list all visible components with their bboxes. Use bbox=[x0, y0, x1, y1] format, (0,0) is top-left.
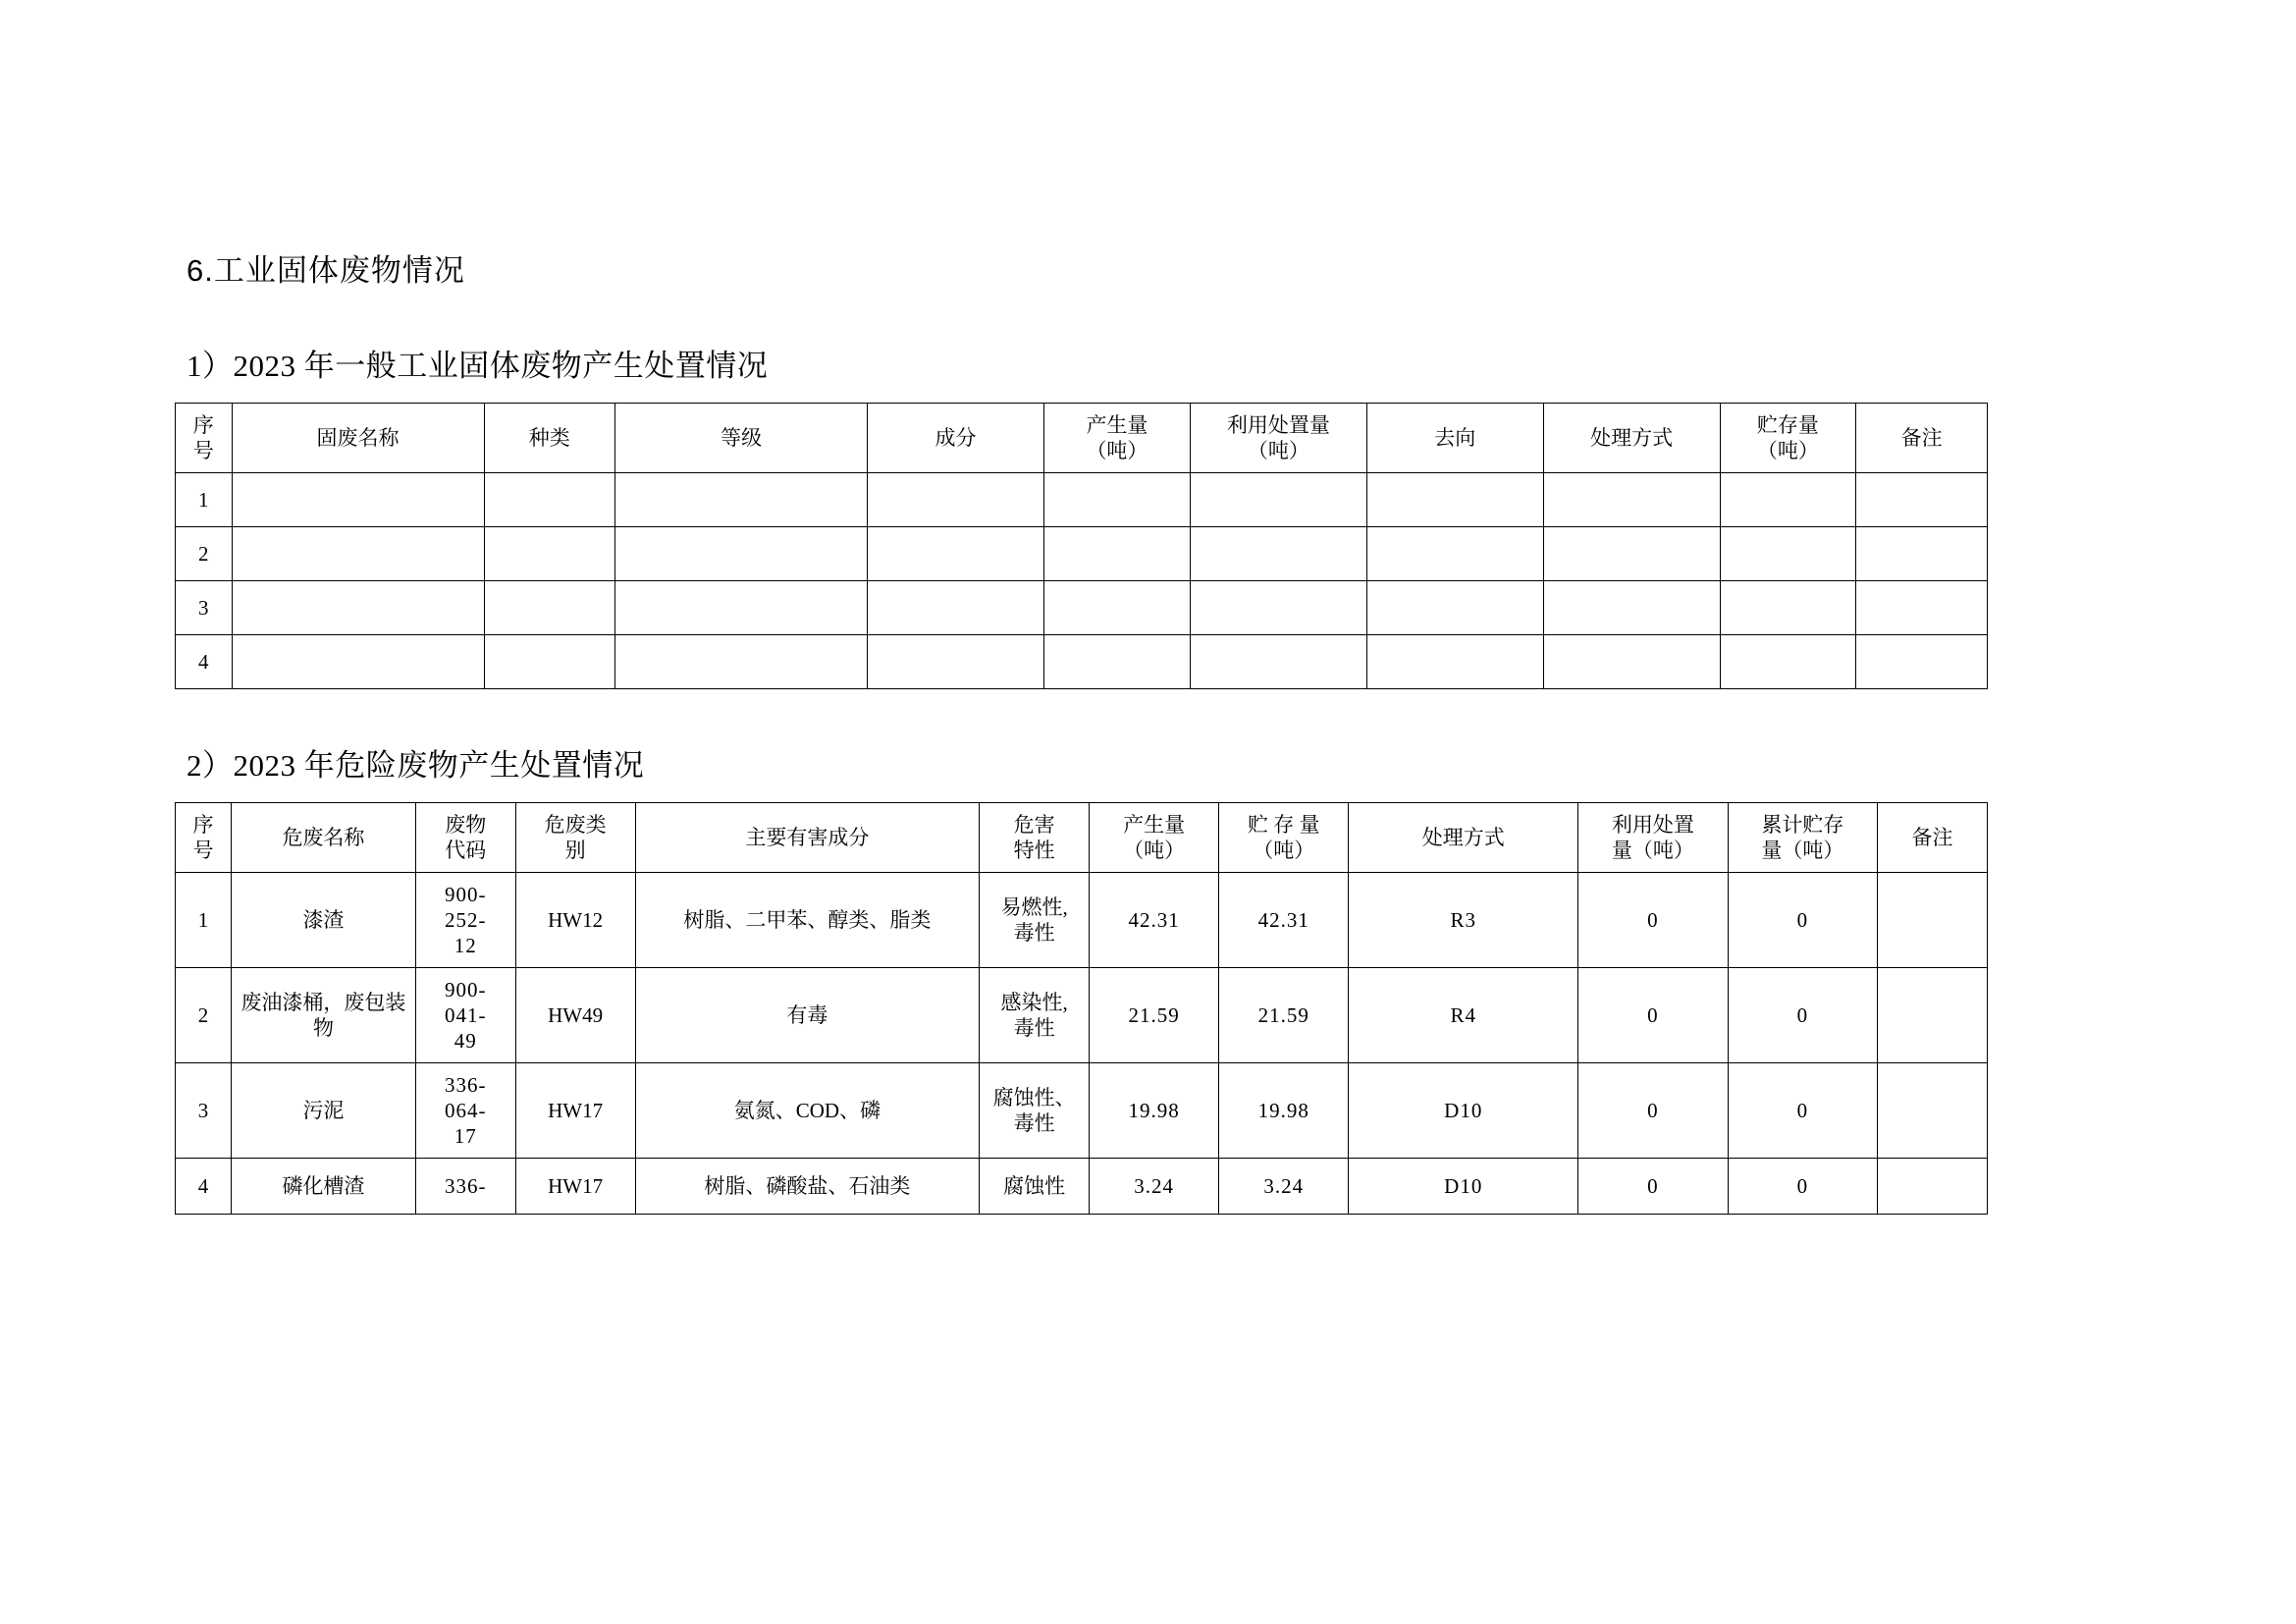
cell-generated: 3.24 bbox=[1090, 1159, 1219, 1215]
column-header-stored bbox=[1219, 803, 1349, 873]
table-row bbox=[176, 473, 1988, 527]
table-header-row bbox=[176, 404, 1988, 473]
column-header-stored bbox=[1720, 404, 1856, 473]
cell-remark bbox=[1878, 968, 1988, 1063]
cell-destination bbox=[1366, 581, 1543, 635]
hazard-line: 腐蚀性 bbox=[1003, 1173, 1066, 1198]
cell-destination bbox=[1366, 527, 1543, 581]
header-line: 利用处置量 bbox=[1226, 412, 1330, 437]
header-line: 成分 bbox=[934, 425, 977, 450]
cell-generated: 19.98 bbox=[1090, 1063, 1219, 1159]
cell-accumulated: 0 bbox=[1728, 968, 1877, 1063]
header-line: 等级 bbox=[721, 425, 763, 450]
cell-hazard-property bbox=[980, 1159, 1090, 1215]
hazard-line: 腐蚀性、 bbox=[992, 1085, 1076, 1110]
cell-kind bbox=[484, 473, 615, 527]
header-line: 备注 bbox=[1900, 425, 1943, 450]
hazard-line: 毒性 bbox=[1013, 921, 1055, 945]
header-line: （吨） bbox=[1253, 839, 1315, 862]
cell-kind bbox=[484, 527, 615, 581]
cell-no: 2 bbox=[176, 968, 232, 1063]
column-header-composition bbox=[868, 404, 1044, 473]
header-line: 号 bbox=[192, 839, 214, 862]
table1-caption: 1）2023 年一般工业固体废物产生处置情况 bbox=[187, 349, 769, 383]
cell-name bbox=[232, 635, 484, 689]
cell-method: D10 bbox=[1349, 1063, 1578, 1159]
code-line: 336- bbox=[445, 1072, 487, 1097]
cell-accumulated: 0 bbox=[1728, 1063, 1877, 1159]
cell-stored bbox=[1720, 581, 1856, 635]
column-header-remark bbox=[1878, 803, 1988, 873]
hazard-line: 毒性 bbox=[1013, 1016, 1055, 1040]
cell-utilized bbox=[1190, 473, 1366, 527]
header-line: 量（吨） bbox=[1611, 839, 1694, 862]
header-line: 危害 bbox=[1013, 812, 1055, 837]
cell-utilized bbox=[1190, 635, 1366, 689]
cell-grade bbox=[615, 527, 868, 581]
header-line: 号 bbox=[192, 439, 214, 462]
table-row bbox=[176, 527, 1988, 581]
cell-stored: 19.98 bbox=[1219, 1063, 1349, 1159]
cell-waste-name: 磷化槽渣 bbox=[231, 1159, 415, 1215]
cell-no: 2 bbox=[176, 527, 233, 581]
header-line: 废物 bbox=[445, 812, 487, 837]
cell-generated bbox=[1043, 473, 1190, 527]
cell-waste-category: HW12 bbox=[515, 873, 635, 968]
cell-waste-code bbox=[415, 873, 515, 968]
cell-harmful-components: 氨氮、COD、磷 bbox=[635, 1063, 980, 1159]
header-line: （吨） bbox=[1247, 439, 1309, 462]
cell-no: 1 bbox=[176, 873, 232, 968]
cell-waste-category: HW49 bbox=[515, 968, 635, 1063]
cell-grade bbox=[615, 581, 868, 635]
cell-waste-name: 废油漆桶，废包装物 bbox=[231, 968, 415, 1063]
header-line: 序 bbox=[192, 812, 214, 837]
column-header-name bbox=[232, 404, 484, 473]
header-line: 固废名称 bbox=[316, 425, 400, 450]
cell-no: 3 bbox=[176, 581, 233, 635]
cell-no: 4 bbox=[176, 635, 233, 689]
cell-harmful-components: 有毒 bbox=[635, 968, 980, 1063]
header-line: 产生量 bbox=[1086, 412, 1148, 437]
table-row bbox=[176, 1159, 1988, 1215]
cell-utilized: 0 bbox=[1578, 968, 1728, 1063]
cell-waste-code bbox=[415, 968, 515, 1063]
column-header-harmful-components bbox=[635, 803, 980, 873]
code-line: 900- bbox=[445, 977, 487, 1001]
code-line: 064- bbox=[445, 1098, 487, 1122]
header-line: 贮存量 bbox=[1756, 412, 1819, 437]
cell-stored bbox=[1720, 635, 1856, 689]
code-line: 900- bbox=[445, 882, 487, 906]
cell-remark bbox=[1856, 473, 1988, 527]
cell-utilized: 0 bbox=[1578, 1063, 1728, 1159]
table-row bbox=[176, 635, 1988, 689]
header-line: 种类 bbox=[528, 425, 570, 450]
header-line: 处理方式 bbox=[1421, 825, 1505, 849]
column-header-no bbox=[176, 803, 232, 873]
code-line: 041- bbox=[445, 1002, 487, 1027]
header-line: 备注 bbox=[1911, 825, 1953, 849]
hazard-line: 感染性, bbox=[1000, 990, 1068, 1014]
header-line: 别 bbox=[564, 839, 586, 862]
header-line: 危废名称 bbox=[282, 825, 365, 849]
cell-name bbox=[232, 473, 484, 527]
table-header-row bbox=[176, 803, 1988, 873]
header-line: 利用处置 bbox=[1611, 812, 1694, 837]
header-line: 危废类 bbox=[544, 812, 607, 837]
column-header-kind bbox=[484, 404, 615, 473]
cell-composition bbox=[868, 581, 1044, 635]
cell-stored bbox=[1720, 527, 1856, 581]
column-header-generated bbox=[1043, 404, 1190, 473]
cell-remark bbox=[1878, 1159, 1988, 1215]
cell-waste-name: 污泥 bbox=[231, 1063, 415, 1159]
code-line: 12 bbox=[454, 934, 477, 958]
header-line: 处理方式 bbox=[1590, 425, 1674, 450]
cell-no: 3 bbox=[176, 1063, 232, 1159]
cell-stored bbox=[1720, 473, 1856, 527]
column-header-utilized bbox=[1578, 803, 1728, 873]
hazardous-waste-table bbox=[175, 802, 1988, 1215]
cell-composition bbox=[868, 527, 1044, 581]
cell-waste-category: HW17 bbox=[515, 1159, 635, 1215]
cell-hazard-property bbox=[980, 968, 1090, 1063]
code-line: 17 bbox=[454, 1124, 477, 1149]
column-header-remark bbox=[1856, 404, 1988, 473]
header-line: 序 bbox=[192, 412, 214, 437]
code-line: 252- bbox=[445, 907, 487, 932]
header-line: 累计贮存 bbox=[1761, 812, 1844, 837]
cell-destination bbox=[1366, 635, 1543, 689]
column-header-waste-name bbox=[231, 803, 415, 873]
cell-name bbox=[232, 581, 484, 635]
cell-no: 4 bbox=[176, 1159, 232, 1215]
table-row bbox=[176, 1063, 1988, 1159]
column-header-accumulated-storage bbox=[1728, 803, 1877, 873]
cell-method bbox=[1543, 473, 1720, 527]
cell-method bbox=[1543, 527, 1720, 581]
cell-remark bbox=[1856, 581, 1988, 635]
cell-name bbox=[232, 527, 484, 581]
cell-remark bbox=[1856, 635, 1988, 689]
cell-accumulated: 0 bbox=[1728, 1159, 1877, 1215]
code-line: 336- bbox=[445, 1173, 487, 1198]
cell-composition bbox=[868, 473, 1044, 527]
cell-utilized bbox=[1190, 581, 1366, 635]
table-row bbox=[176, 968, 1988, 1063]
cell-waste-category: HW17 bbox=[515, 1063, 635, 1159]
column-header-waste-category bbox=[515, 803, 635, 873]
header-line: 主要有害成分 bbox=[745, 825, 870, 849]
hazard-line: 毒性 bbox=[1013, 1111, 1055, 1135]
cell-stored: 21.59 bbox=[1219, 968, 1349, 1063]
cell-composition bbox=[868, 635, 1044, 689]
cell-harmful-components: 树脂、磷酸盐、石油类 bbox=[635, 1159, 980, 1215]
hazard-line: 易燃性, bbox=[1000, 894, 1068, 919]
header-line: 去向 bbox=[1434, 425, 1476, 450]
cell-waste-code bbox=[415, 1063, 515, 1159]
cell-remark bbox=[1878, 873, 1988, 968]
cell-waste-code bbox=[415, 1159, 515, 1215]
cell-kind bbox=[484, 635, 615, 689]
column-header-method bbox=[1543, 404, 1720, 473]
cell-remark bbox=[1878, 1063, 1988, 1159]
cell-method bbox=[1543, 581, 1720, 635]
header-line: （吨） bbox=[1086, 439, 1148, 462]
cell-stored: 3.24 bbox=[1219, 1159, 1349, 1215]
column-header-waste-code bbox=[415, 803, 515, 873]
cell-utilized: 0 bbox=[1578, 1159, 1728, 1215]
cell-generated: 42.31 bbox=[1090, 873, 1219, 968]
cell-method bbox=[1543, 635, 1720, 689]
header-line: 贮 存 量 bbox=[1248, 812, 1320, 837]
cell-accumulated: 0 bbox=[1728, 873, 1877, 968]
document-content bbox=[175, 245, 2138, 1215]
cell-remark bbox=[1856, 527, 1988, 581]
cell-generated: 21.59 bbox=[1090, 968, 1219, 1063]
table2-caption: 2）2023 年危险废物产生处置情况 bbox=[187, 748, 645, 783]
cell-stored: 42.31 bbox=[1219, 873, 1349, 968]
table-row bbox=[176, 581, 1988, 635]
cell-grade bbox=[615, 473, 868, 527]
page-title: 6.工业固体废物情况 bbox=[187, 253, 465, 288]
cell-hazard-property bbox=[980, 1063, 1090, 1159]
cell-grade bbox=[615, 635, 868, 689]
column-header-hazard-property bbox=[980, 803, 1090, 873]
cell-method: R4 bbox=[1349, 968, 1578, 1063]
cell-destination bbox=[1366, 473, 1543, 527]
column-header-destination bbox=[1366, 404, 1543, 473]
header-line: 特性 bbox=[1013, 839, 1055, 862]
cell-generated bbox=[1043, 527, 1190, 581]
column-header-utilized bbox=[1190, 404, 1366, 473]
cell-harmful-components: 树脂、二甲苯、醇类、脂类 bbox=[635, 873, 980, 968]
cell-utilized bbox=[1190, 527, 1366, 581]
cell-kind bbox=[484, 581, 615, 635]
column-header-method bbox=[1349, 803, 1578, 873]
cell-method: R3 bbox=[1349, 873, 1578, 968]
cell-waste-name: 漆渣 bbox=[231, 873, 415, 968]
cell-generated bbox=[1043, 635, 1190, 689]
cell-method: D10 bbox=[1349, 1159, 1578, 1215]
header-line: （吨） bbox=[1756, 439, 1819, 462]
header-line: 产生量 bbox=[1123, 812, 1186, 837]
column-header-grade bbox=[615, 404, 868, 473]
column-header-no bbox=[176, 404, 233, 473]
column-header-generated bbox=[1090, 803, 1219, 873]
header-line: 代码 bbox=[445, 839, 487, 862]
general-solid-waste-table bbox=[175, 403, 1988, 689]
cell-no: 1 bbox=[176, 473, 233, 527]
cell-generated bbox=[1043, 581, 1190, 635]
code-line: 49 bbox=[454, 1029, 477, 1054]
table-row bbox=[176, 873, 1988, 968]
cell-hazard-property bbox=[980, 873, 1090, 968]
header-line: （吨） bbox=[1123, 839, 1186, 862]
header-line: 量（吨） bbox=[1761, 839, 1844, 862]
cell-utilized: 0 bbox=[1578, 873, 1728, 968]
